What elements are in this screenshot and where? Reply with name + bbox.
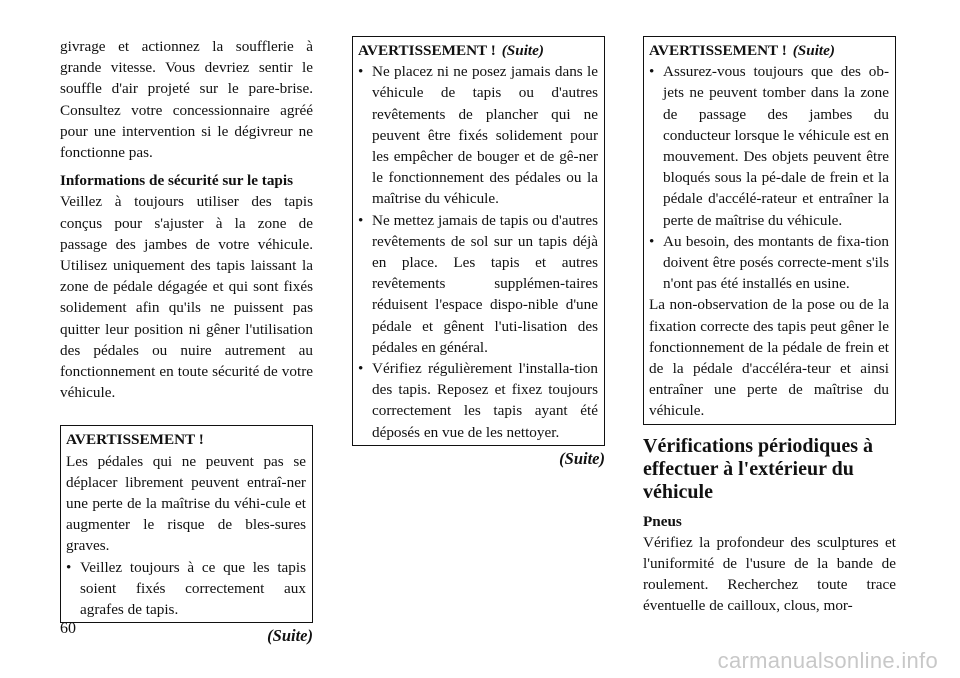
warning-title-text: AVERTISSEMENT !: [649, 42, 787, 59]
warning-continued-label: (Suite): [792, 42, 835, 59]
warning-bullet: • Veillez toujours à ce que les tapis soient fixés correctement aux agrafes de tapis.: [66, 557, 306, 621]
warning-bullet: • Ne placez ni ne posez jamais dans le véhicule de tapis ou d'autres revêtements de plancher qui ne peuvent être fixés solidement pour les empêcher de bouger et de gê-ner le fonctionnement des pédales ou la maîtrise du véhicule.: [358, 61, 598, 209]
section-title: Vérifications périodiques à effectuer à l'extérieur du véhicule: [643, 434, 873, 503]
warning-closing-text: La non-observation de la pose ou de la fixation correcte des tapis peut gêner le fonctionnement de la pédale de frein et de la pédale d'accéléra-teur et ainsi entraîner une perte de maîtrise du véhicule.: [649, 296, 889, 420]
warning-bullet-list: [649, 61, 889, 294]
column-right: [643, 36, 896, 617]
continued-label: (Suite): [559, 448, 605, 468]
column-left: [60, 36, 313, 646]
subheading-pneus: Pneus: [643, 512, 682, 530]
body-paragraph: Vérifiez la profondeur des sculptures et l'uniformité de l'usure de la bande de roulement. Recherchez toute trace éventuelle de cailloux, clous, mor-: [643, 533, 896, 615]
warning-title-text: AVERTISSEMENT !: [358, 42, 496, 59]
warning-bullet-list: [358, 61, 598, 443]
warning-box-continued: [352, 36, 605, 446]
warning-title: [358, 40, 598, 61]
column-middle: [352, 36, 605, 469]
warning-title: [649, 40, 889, 61]
intro-paragraph: givrage et actionnez la soufflerie à grande vitesse. Vous devriez sentir le souffle d'air projeté sur le pare-brise. Consultez votre concessionnaire agréé pour une intervention si le dégivreur ne fonctionne pas.: [60, 38, 313, 162]
warning-bullet: • Ne mettez jamais de tapis ou d'autres revêtements de sol sur un tapis déjà en place. Les tapis et autres revêtements supplémen-taires réduisent l'espace dispo-nible d'une pédale et gênent l'uti-lisation des pédales en général.: [358, 210, 598, 358]
warning-box: [60, 425, 313, 623]
warning-bullet-list: [66, 557, 306, 621]
continued-label: (Suite): [267, 626, 313, 646]
warning-bullet: • Au besoin, des montants de fixa-tion doivent être posés correcte-ment s'ils n'ont pas été installés en usine.: [649, 231, 889, 295]
watermark: carmanualsonline.info: [717, 648, 938, 673]
warning-box-continued: [643, 36, 896, 425]
warning-title: AVERTISSEMENT !: [66, 431, 204, 449]
warning-continued-label: (Suite): [501, 42, 544, 59]
warning-text: Les pédales qui ne peuvent pas se déplacer librement peuvent entraî-ner une perte de la maîtrise du véhi-cule et augmenter le risque de bles-sures graves.: [66, 452, 306, 555]
page-number: 60: [60, 620, 76, 637]
subheading-tapis: Informations de sécurité sur le tapis: [60, 172, 294, 190]
warning-bullet: • Assurez-vous toujours que des ob-jets ne peuvent tomber dans la zone de passage des jambes du conducteur lorsque le véhicule est en mouvement. Des objets peuvent être bloqués sous la pé-dale de frein et la pédale d'accélé-rateur et entraîner la perte de maîtrise du véhicule.: [649, 61, 889, 231]
body-paragraph: Veillez à toujours utiliser des tapis conçus pour s'ajuster à la zone de passage des jambes de votre véhicule. Utilisez uniquement des tapis laissant la zone de pédale dégagée et qui sont fixés solidement afin qu'ils ne puissent pas quitter leur position ni gêner l'utilisation des pédales ou nuire autrement au fonctionnement en toute sécurité de votre véhicule.: [60, 193, 313, 402]
warning-bullet: • Vérifiez régulièrement l'installa-tion des tapis. Reposez et fixez toujours correctement les tapis ayant été déposés en vue de les nettoyer.: [358, 358, 598, 443]
